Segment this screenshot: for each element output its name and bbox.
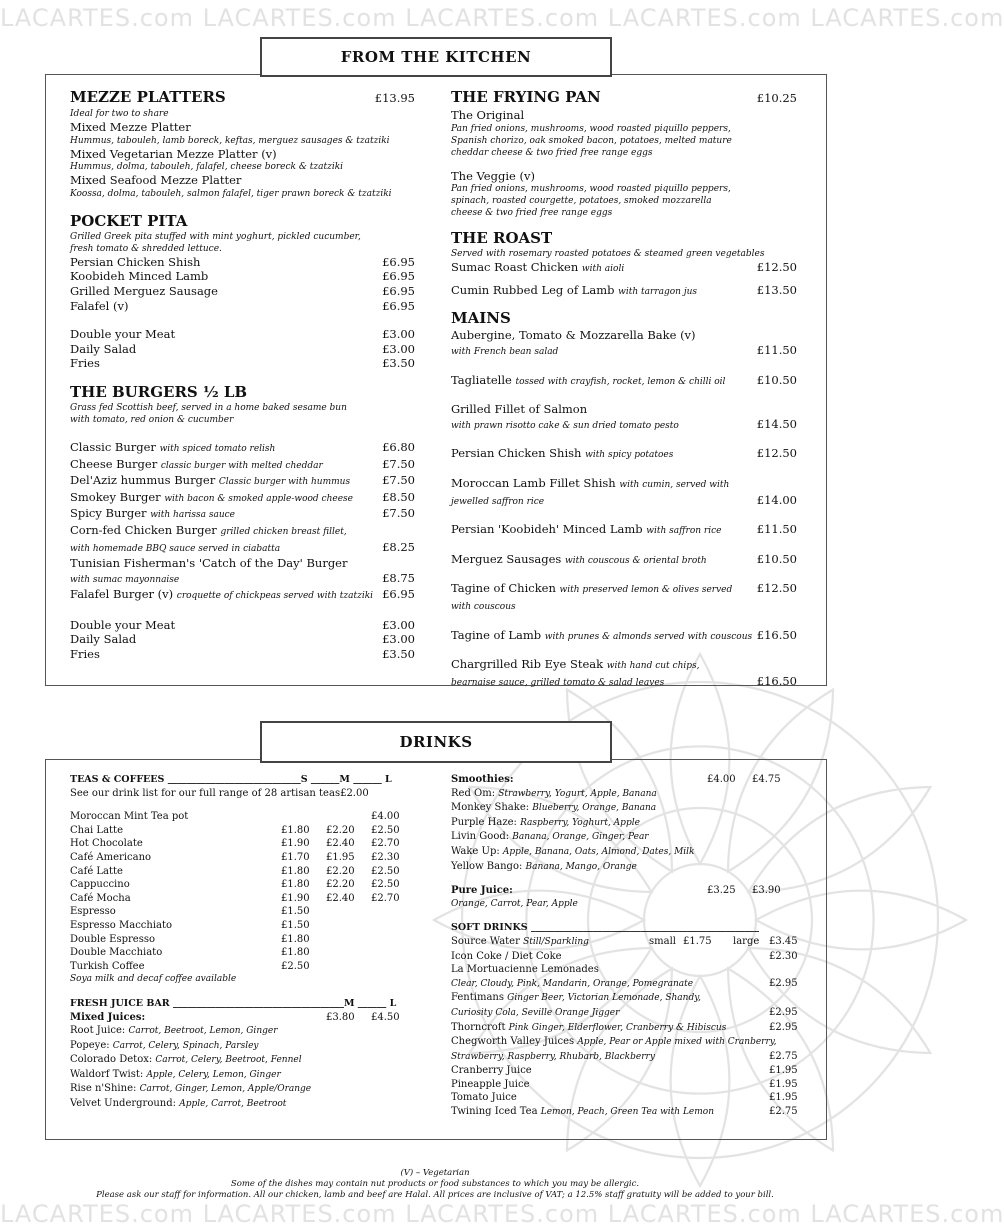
soft-mortuacienne-desc: Clear, Cloudy, Pink, Mandarin, Orange, Pomegranate £2.95 [451,977,798,989]
footer-line: Please ask our staff for information. All our chicken, lamb and beef are Halal. All prices are inclusive of VAT; a 12.5% staff gratuity will be added to your bill. [96,1190,774,1200]
mezze-item: Mixed Mezze Platter Hummus, tabouleh, lamb boreck, keftas, merguez sausages & tzatziki [70,120,390,146]
footer [0,1168,870,1201]
mezze-item: Mixed Seafood Mezze Platter Koossa, dolma, tabouleh, salmon falafel, tiger prawn boreck & tzatziki [70,173,392,199]
mains-item-moroccan-desc: jewelled saffron rice £14.00 [451,492,797,507]
mains-item-tagine-chicken: Tagine of Chicken with preserved lemon & olives served with couscous £12.50 [451,581,797,612]
tea-item: Café Latte £1.80 £2.20 £2.50 [70,865,400,877]
frying-original: The Original [451,108,525,122]
burger-item: Cheese Burger classic burger with melted cheddar £7.50 [70,456,415,471]
frying-veggie-desc: Pan fried onions, mushrooms, wood roasted piquillo peppers, [451,184,731,195]
pita-desc: fresh tomato & shredded lettuce. [70,243,222,254]
pita-heading: POCKET PITA [70,211,188,230]
roast-item: Sumac Roast Chicken with aioli £12.50 [451,260,797,275]
tea-item: Chai Latte £1.80 £2.20 £2.50 [70,824,400,836]
juice-item: Rise n'Shine: Carrot, Ginger, Lemon, Apple/Orange [70,1083,312,1095]
burger-item: Spicy Burger with harissa sauce £7.50 [70,506,415,521]
tea-item: Espresso Macchiato £1.50 [70,919,310,931]
frying-heading: THE FRYING PAN £10.25 [451,88,797,106]
teas-heading: TEAS & COFFEES ____________________________S ______M ______ L [70,774,392,785]
soft-chegworth-desc: Strawberry, Raspberry, Rhubarb, Blackberry £2.75 [451,1050,798,1062]
tea-item: Moroccan Mint Tea pot £4.00 [70,811,400,823]
frying-veggie-desc: spinach, roasted courgette, potatoes, smoked mozzarella [451,196,712,207]
burger-item: Smokey Burger with bacon & smoked apple-wood cheese £8.50 [70,489,415,504]
mains-item-koobideh: Persian 'Koobideh' Minced Lamb with saffron rice £11.50 [451,522,797,537]
mains-item-ribeye: Chargrilled Rib Eye Steak with hand cut chips, [451,657,700,672]
mains-item-tagliatelle: Tagliatelle tossed with crayfish, rocket, lemon & chilli oil £10.50 [451,372,797,387]
burger-item: Classic Burger with spiced tomato relish £6.80 [70,439,415,454]
smoothie-item: Yellow Bango: Banana, Mango, Orange [451,860,637,872]
footer-line: (V) – Vegetarian [400,1168,470,1178]
tea-item: Café Mocha £1.90 £2.40 £2.70 [70,892,400,904]
mains-item-shish: Persian Chicken Shish with spicy potatoes £12.50 [451,446,797,461]
frying-original-desc: Spanish chorizo, oak smoked bacon, potatoes, melted mature [451,135,732,146]
tea-item: Cappuccino £1.80 £2.20 £2.50 [70,879,400,891]
burger-item-cornfed: Corn-fed Chicken Burger grilled chicken breast fillet, [70,522,347,537]
watermark-bottom: LACARTES.com LACARTES.com LACARTES.com LACARTES.com LACARTES.com [0,1200,1004,1228]
burgers-desc: Grass fed Scottish beef, served in a home baked sesame bun [70,402,347,413]
frying-original-desc: cheddar cheese & two fried free range eggs [451,147,653,158]
juice-item: Velvet Underground: Apple, Carrot, Beetroot [70,1098,287,1110]
burger-extra: Fries £3.50 [70,647,415,662]
soft-twining: Twining Iced Tea Lemon, Peach, Green Tea with Lemon £2.75 [451,1106,798,1118]
juice-heading: FRESH JUICE BAR ____________________________________M ______ L [70,997,397,1009]
pita-item: Koobideh Minced Lamb £6.95 [70,269,415,284]
pita-item: Falafel (v) £6.95 [70,298,415,313]
kitchen-left-column [70,86,415,662]
mains-item-tagine-lamb: Tagine of Lamb with prunes & almonds served with couscous £16.50 [451,627,797,642]
burgers-heading: THE BURGERS ½ LB [70,382,248,401]
mains-heading: MAINS [451,309,511,328]
pita-desc: Grilled Greek pita stuffed with mint yoghurt, pickled cucumber, [70,231,361,242]
frying-veggie: The Veggie (v) [451,168,535,183]
soft-fentimans: Fentimans Ginger Beer, Victorian Lemonade, Shandy, [451,992,701,1004]
kitchen-title: FROM THE KITCHEN [260,37,612,77]
pita-extra: Fries £3.50 [70,356,415,371]
juice-item: Colorado Detox: Carrot, Celery, Beetroot, Fennel [70,1054,302,1066]
smoothie-item: Purple Haze: Raspberry, Yoghurt, Apple [451,816,640,828]
juice-item: Root Juice: Carrot, Beetroot, Lemon, Ginger [70,1025,278,1037]
drinks-right-column [451,773,797,1120]
mezze-note: Ideal for two to share [70,109,169,119]
smoothie-item: Red Om: Strawberry, Yogurt, Apple, Banana [451,787,657,799]
soft-tomato: Tomato Juice £1.95 [451,1092,798,1104]
burger-item-falafel: Falafel Burger (v) croquette of chickpeas served with tzatziki £6.95 [70,587,415,602]
roast-heading: THE ROAST [451,229,553,248]
mains-item-salmon-desc: with prawn risotto cake & sun dried tomato pesto £14.50 [451,416,797,431]
mains-item-aubergine: Aubergine, Tomato & Mozzarella Bake (v) [451,328,696,343]
mains-item-aubergine-desc: with French bean salad £11.50 [451,342,797,357]
burger-extra: Double your Meat £3.00 [70,617,415,632]
soft-coke: Icon Coke / Diet Coke £2.30 [451,950,798,962]
mezze-item: Mixed Vegetarian Mezze Platter (v) Hummus, dolma, tabouleh, falafel, cheese boreck & tzatziki [70,146,344,173]
tea-item: Café Americano £1.70 £1.95 £2.30 [70,851,400,863]
teas-soya-note: Soya milk and decaf coffee available [70,974,237,985]
footer-line: Some of the dishes may contain nut products or food substances to which you may be allergic. [230,1179,640,1189]
roast-desc: Served with rosemary roasted potatoes & steamed green vegetables [451,249,765,260]
pita-item: Persian Chicken Shish £6.95 [70,254,415,269]
soft-cranberry: Cranberry Juice £1.95 [451,1065,798,1077]
tea-item: Double Espresso £1.80 [70,933,310,945]
soft-fentimans-desc: Curiosity Cola, Seville Orange Jigger £2.95 [451,1006,798,1018]
burger-item: Del'Aziz hummus Burger Classic burger with hummus £7.50 [70,473,415,488]
pita-extra: Daily Salad £3.00 [70,341,415,356]
juice-item: Waldorf Twist: Apple, Celery, Lemon, Ginger [70,1068,281,1080]
frying-original-desc: Pan fried onions, mushrooms, wood roasted piquillo peppers, [451,123,731,134]
burger-extra: Daily Salad £3.00 [70,632,415,647]
drinks-left-column [70,773,416,1112]
mains-item-moroccan: Moroccan Lamb Fillet Shish with cumin, served with [451,475,730,490]
juice-item: Popeye: Carrot, Celery, Spinach, Parsley [70,1039,259,1051]
juice-sub: Mixed Juices: £3.80 £4.50 [70,1011,400,1023]
smoothie-item: Wake Up: Apple, Banana, Oats, Almond, Dates, Milk [451,845,695,857]
mezze-heading: MEZZE PLATTERS £13.95 [70,88,415,106]
pure-juice-heading: Pure Juice: £3.25 £3.90 [451,885,781,897]
tea-item: Espresso £1.50 [70,906,310,918]
soft-thorncroft: Thorncroft Pink Ginger, Elderflower, Cranberry & Hibiscus £2.95 [451,1021,798,1033]
pita-extra: Double your Meat £3.00 [70,327,415,342]
pita-item: Grilled Merguez Sausage £6.95 [70,283,415,298]
watermark-top: LACARTES.com LACARTES.com LACARTES.com LACARTES.com LACARTES.com [0,4,1004,32]
soft-mortuacienne: La Mortuacienne Lemonades [451,964,599,976]
burger-item-tunisian: Tunisian Fisherman's 'Catch of the Day' Burger [70,556,348,571]
burger-item-tunisian-desc: with sumac mayonnaise £8.75 [70,570,415,585]
tea-item: Double Macchiato £1.80 [70,947,310,959]
tea-item: Turkish Coffee £2.50 [70,960,310,972]
teas-note: See our drink list for our full range of 28 artisan teas £2.00 [70,787,369,799]
soft-pineapple: Pineapple Juice £1.95 [451,1078,798,1090]
smoothie-item: Monkey Shake: Blueberry, Orange, Banana [451,802,657,814]
drinks-title: DRINKS [260,721,612,763]
soft-drinks-heading: SOFT DRINKS ________________________________________________ [451,922,759,934]
pure-juice-desc: Orange, Carrot, Pear, Apple [451,898,578,909]
kitchen-right-column [451,86,797,690]
burger-item-cornfed-desc: with homemade BBQ sauce served in ciabatta £8.25 [70,539,415,554]
roast-item: Cumin Rubbed Leg of Lamb with tarragon jus £13.50 [451,282,797,297]
tea-item: Hot Chocolate £1.90 £2.40 £2.70 [70,838,400,850]
frying-veggie-desc: cheese & two fried free range eggs [451,208,613,219]
soft-water: Source Water Still/Sparkling small £1.75 large £3.45 [451,935,798,947]
mains-item-salmon: Grilled Fillet of Salmon [451,402,588,417]
mains-item-merguez: Merguez Sausages with couscous & oriental broth £10.50 [451,551,797,566]
smoothies-heading: Smoothies: £4.00 £4.75 [451,774,781,785]
mains-item-ribeye-desc: bearnaise sauce, grilled tomato & salad leaves £16.50 [451,673,797,688]
burgers-desc: with tomato, red onion & cucumber [70,414,234,425]
soft-chegworth: Chegworth Valley Juices Apple, Pear or Apple mixed with Cranberry, [451,1036,777,1048]
smoothie-item: Livin Good: Banana, Orange, Ginger, Pear [451,831,649,843]
